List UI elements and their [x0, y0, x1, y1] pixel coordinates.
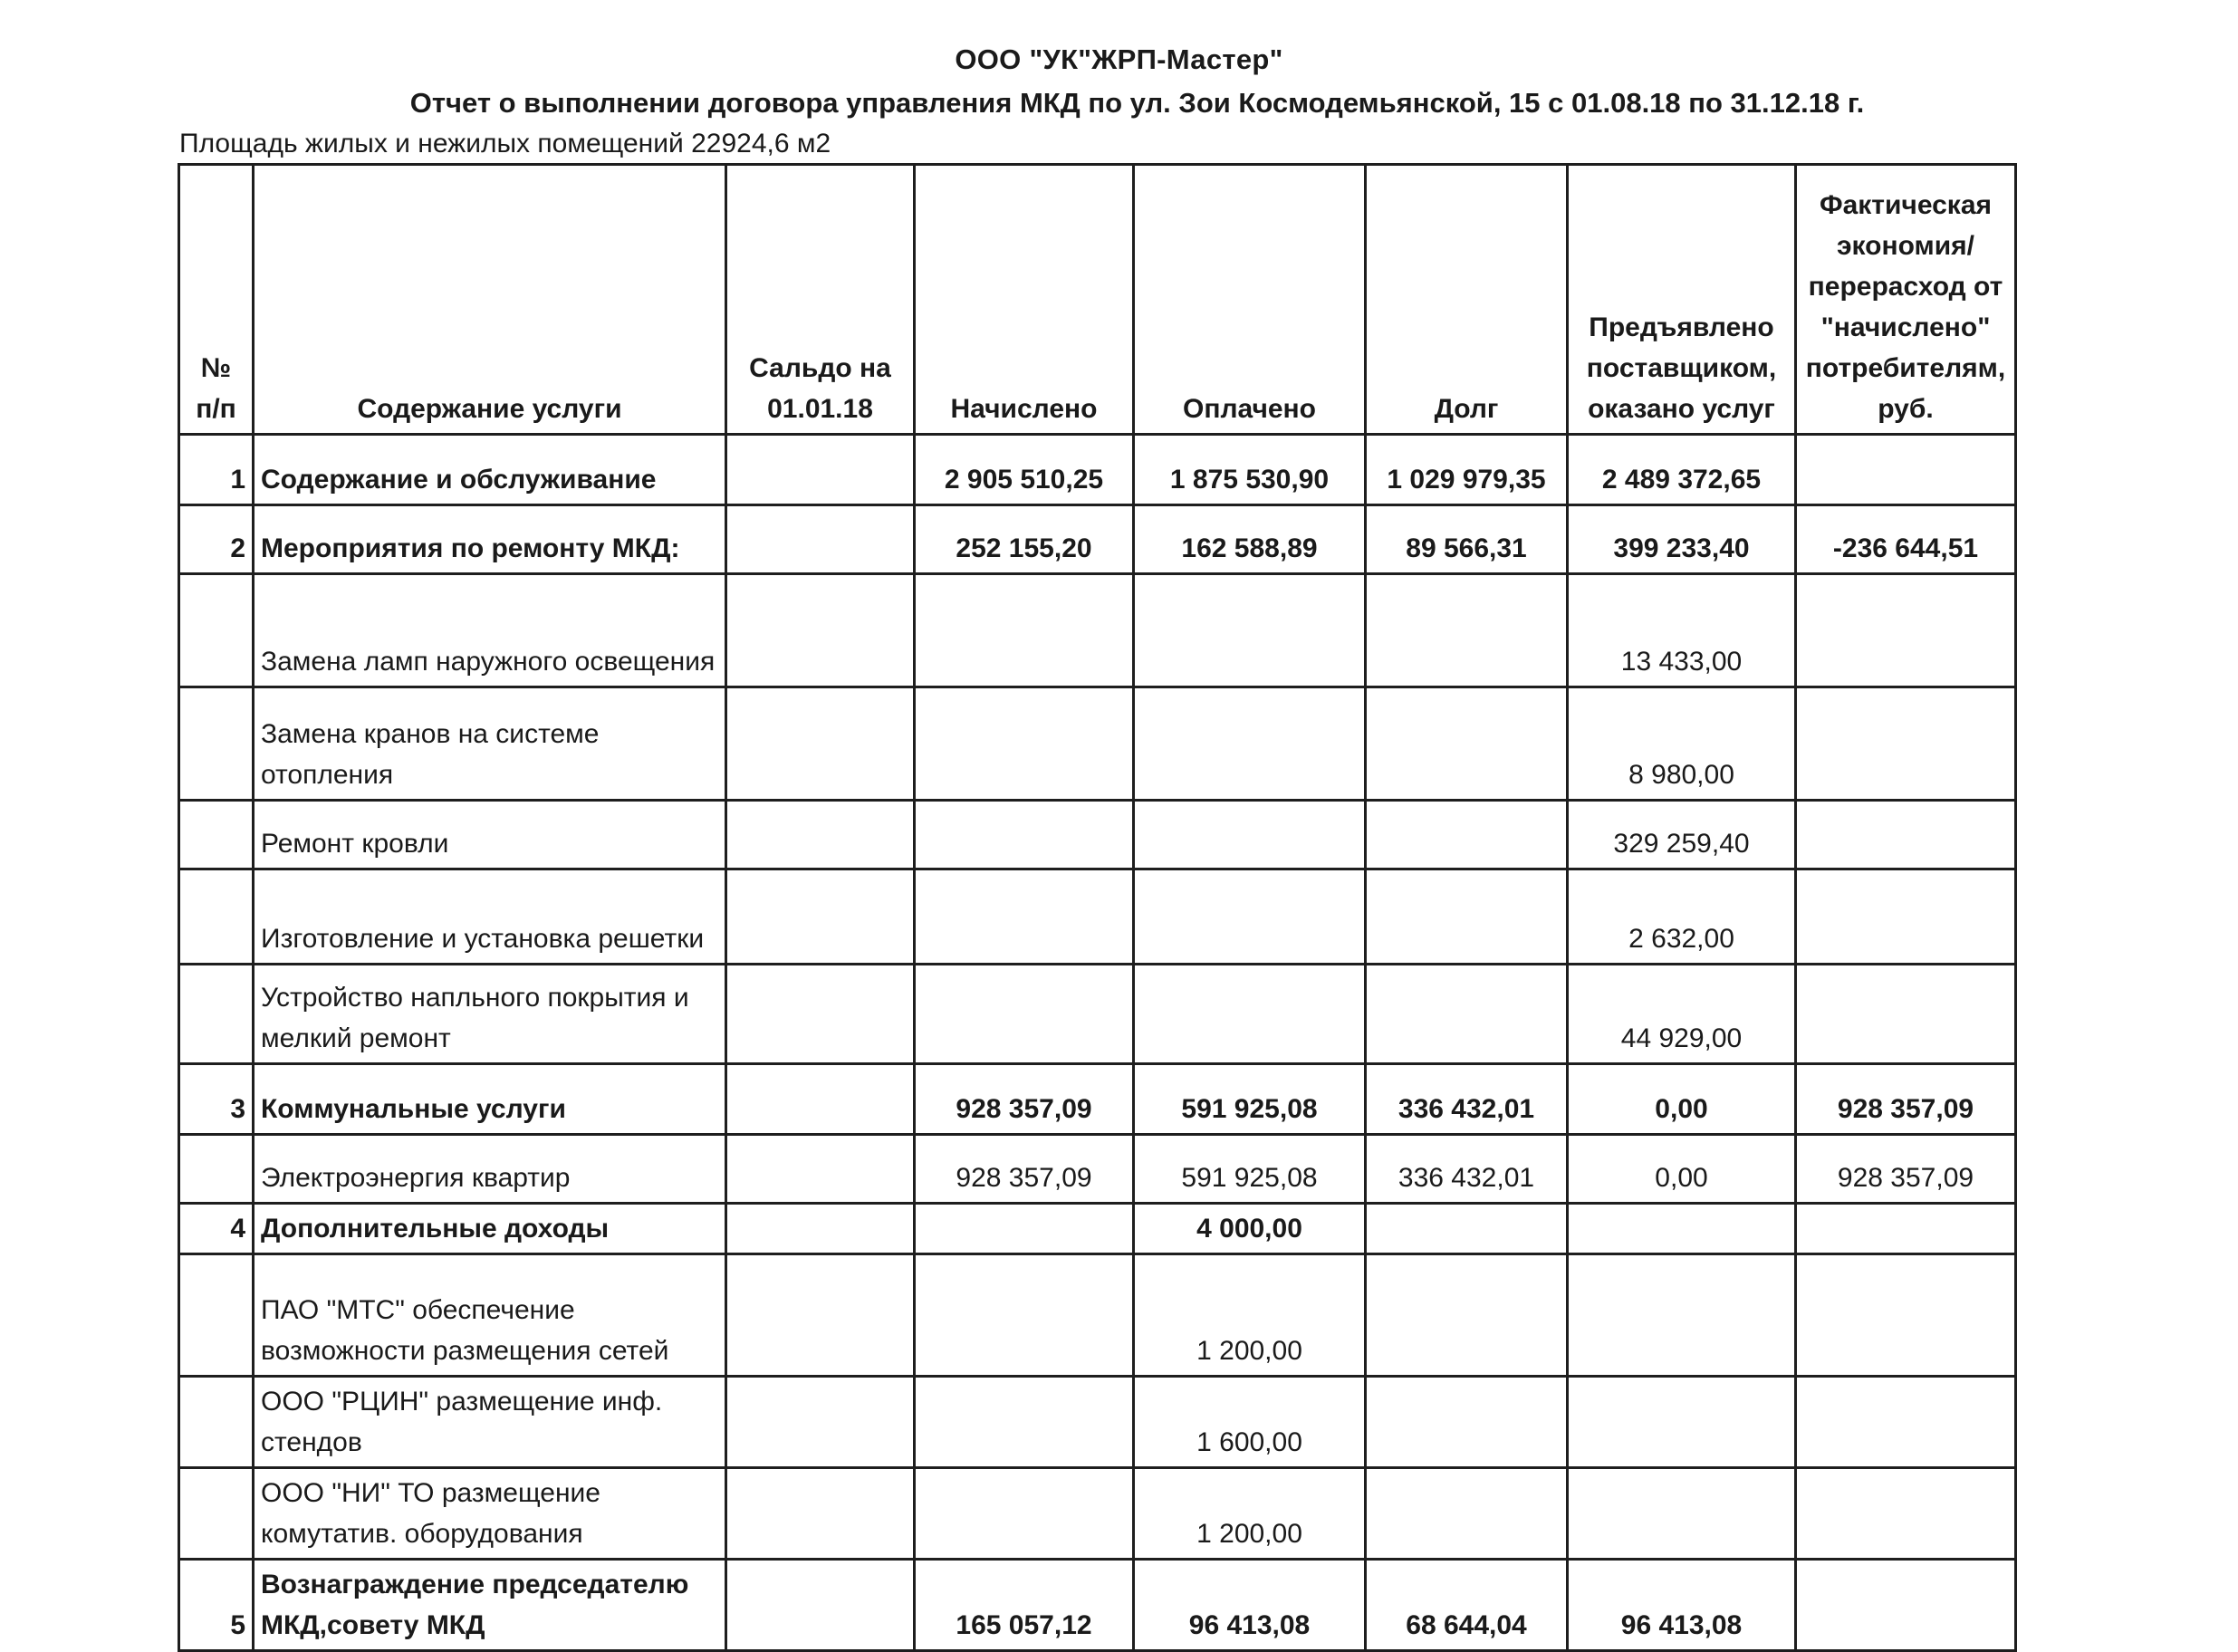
row-service: Коммунальные услуги [254, 1064, 726, 1135]
row-num: 5 [179, 1560, 254, 1651]
col-header-num: № п/п [179, 165, 254, 435]
row-savings: 928 357,09 [1796, 1135, 2016, 1204]
row-savings [1796, 965, 2016, 1064]
row-num [179, 687, 254, 801]
row-debt [1366, 869, 1568, 965]
row-savings: 928 357,09 [1796, 1064, 2016, 1135]
table-row [179, 801, 2016, 869]
row-num: 2 [179, 505, 254, 574]
row-charged: 165 057,12 [915, 1560, 1134, 1651]
table-row [179, 435, 2016, 505]
row-presented: 0,00 [1568, 1064, 1796, 1135]
row-num: 4 [179, 1204, 254, 1254]
col-header-charged: Начислено [915, 165, 1134, 435]
row-saldo [726, 1468, 915, 1560]
row-paid: 591 925,08 [1134, 1064, 1366, 1135]
row-charged [915, 869, 1134, 965]
row-num [179, 1135, 254, 1204]
row-charged [915, 965, 1134, 1064]
table-row [179, 687, 2016, 801]
row-debt [1366, 1377, 1568, 1468]
row-presented: 329 259,40 [1568, 801, 1796, 869]
row-paid [1134, 869, 1366, 965]
row-debt [1366, 1204, 1568, 1254]
row-num [179, 1468, 254, 1560]
row-service: ПАО "МТС" обеспечение возможности размещения сетей [254, 1254, 726, 1377]
row-num [179, 1377, 254, 1468]
row-num: 3 [179, 1064, 254, 1135]
row-saldo [726, 1135, 915, 1204]
row-charged [915, 1468, 1134, 1560]
row-saldo [726, 1254, 915, 1377]
row-saldo [726, 505, 915, 574]
row-debt [1366, 801, 1568, 869]
row-num [179, 801, 254, 869]
row-presented [1568, 1204, 1796, 1254]
row-presented: 96 413,08 [1568, 1560, 1796, 1651]
row-presented: 0,00 [1568, 1135, 1796, 1204]
company-name: ООО "УК"ЖРП-Мастер" [955, 43, 1283, 75]
row-paid: 1 875 530,90 [1134, 435, 1366, 505]
row-paid [1134, 965, 1366, 1064]
row-service: Дополнительные доходы [254, 1204, 726, 1254]
row-presented [1568, 1377, 1796, 1468]
row-savings [1796, 1204, 2016, 1254]
table-row [179, 1254, 2016, 1377]
row-charged [915, 1377, 1134, 1468]
row-paid: 1 200,00 [1134, 1468, 1366, 1560]
row-paid: 1 200,00 [1134, 1254, 1366, 1377]
col-header-paid: Оплачено [1134, 165, 1366, 435]
row-saldo [726, 1377, 915, 1468]
row-presented: 2 489 372,65 [1568, 435, 1796, 505]
table-row [179, 869, 2016, 965]
table-row [179, 1064, 2016, 1135]
row-presented: 399 233,40 [1568, 505, 1796, 574]
table-row [179, 574, 2016, 687]
row-paid: 162 588,89 [1134, 505, 1366, 574]
row-debt [1366, 965, 1568, 1064]
row-num [179, 1254, 254, 1377]
row-savings [1796, 1254, 2016, 1377]
row-debt: 68 644,04 [1366, 1560, 1568, 1651]
row-charged [915, 574, 1134, 687]
row-saldo [726, 801, 915, 869]
row-saldo [726, 435, 915, 505]
row-debt [1366, 574, 1568, 687]
col-header-saldo: Сальдо на 01.01.18 [726, 165, 915, 435]
row-saldo [726, 965, 915, 1064]
row-service: Ремонт кровли [254, 801, 726, 869]
row-paid: 4 000,00 [1134, 1204, 1366, 1254]
col-header-savings: Фактическая экономия/перерасход от "начислено" потребителям, руб. [1796, 165, 2016, 435]
row-paid: 591 925,08 [1134, 1135, 1366, 1204]
col-header-service: Содержание услуги [254, 165, 726, 435]
area-caption: Площадь жилых и нежилых помещений 22924,6 м2 [179, 129, 831, 158]
row-service: Вознаграждение председателю МКД,совету МКД [254, 1560, 726, 1651]
row-saldo [726, 1064, 915, 1135]
row-service: ООО "НИ" ТО размещение комутатив. оборудования [254, 1468, 726, 1560]
row-service: Изготовление и установка решетки [254, 869, 726, 965]
table-row [179, 505, 2016, 574]
report-table [178, 163, 2017, 1652]
row-savings [1796, 687, 2016, 801]
row-paid [1134, 687, 1366, 801]
row-charged [915, 687, 1134, 801]
row-presented [1568, 1468, 1796, 1560]
row-presented: 8 980,00 [1568, 687, 1796, 801]
row-saldo [726, 574, 915, 687]
row-saldo [726, 869, 915, 965]
row-savings [1796, 1377, 2016, 1468]
row-service: Устройство напльного покрытия и мелкий ремонт [254, 965, 726, 1064]
row-saldo [726, 1560, 915, 1651]
table-row [179, 1468, 2016, 1560]
row-charged [915, 801, 1134, 869]
row-debt: 336 432,01 [1366, 1064, 1568, 1135]
row-savings: -236 644,51 [1796, 505, 2016, 574]
row-service: ООО "РЦИН" размещение инф. стендов [254, 1377, 726, 1468]
row-num: 1 [179, 435, 254, 505]
row-paid: 96 413,08 [1134, 1560, 1366, 1651]
table-row [179, 1204, 2016, 1254]
table-row [179, 1377, 2016, 1468]
row-paid: 1 600,00 [1134, 1377, 1366, 1468]
row-num [179, 965, 254, 1064]
row-savings [1796, 1560, 2016, 1651]
row-presented [1568, 1254, 1796, 1377]
row-charged [915, 1204, 1134, 1254]
row-savings [1796, 574, 2016, 687]
row-charged: 928 357,09 [915, 1135, 1134, 1204]
row-debt [1366, 1254, 1568, 1377]
row-saldo [726, 687, 915, 801]
row-service: Мероприятия по ремонту МКД: [254, 505, 726, 574]
row-debt [1366, 1468, 1568, 1560]
row-savings [1796, 869, 2016, 965]
row-num [179, 869, 254, 965]
row-charged: 2 905 510,25 [915, 435, 1134, 505]
row-savings [1796, 435, 2016, 505]
row-savings [1796, 801, 2016, 869]
col-header-presented: Предъявлено поставщиком, оказано услуг [1568, 165, 1796, 435]
row-saldo [726, 1204, 915, 1254]
row-service: Замена кранов на системе отопления [254, 687, 726, 801]
row-service: Содержание и обслуживание [254, 435, 726, 505]
report-title: Отчет о выполнении договора управления МКД по ул. Зои Космодемьянской, 15 с 01.08.18 по 31.12.18 г. [409, 87, 1865, 119]
row-charged [915, 1254, 1134, 1377]
col-header-debt: Долг [1366, 165, 1568, 435]
row-num [179, 574, 254, 687]
table-header-row [179, 165, 2016, 435]
row-paid [1134, 574, 1366, 687]
row-paid [1134, 801, 1366, 869]
row-presented: 2 632,00 [1568, 869, 1796, 965]
row-presented: 13 433,00 [1568, 574, 1796, 687]
row-debt: 1 029 979,35 [1366, 435, 1568, 505]
row-presented: 44 929,00 [1568, 965, 1796, 1064]
row-debt [1366, 687, 1568, 801]
row-service: Замена ламп наружного освещения [254, 574, 726, 687]
row-debt: 336 432,01 [1366, 1135, 1568, 1204]
row-debt: 89 566,31 [1366, 505, 1568, 574]
row-charged: 928 357,09 [915, 1064, 1134, 1135]
table-row [179, 1560, 2016, 1651]
table-row [179, 1135, 2016, 1204]
row-service: Электроэнергия квартир [254, 1135, 726, 1204]
table-row [179, 965, 2016, 1064]
row-charged: 252 155,20 [915, 505, 1134, 574]
row-savings [1796, 1468, 2016, 1560]
